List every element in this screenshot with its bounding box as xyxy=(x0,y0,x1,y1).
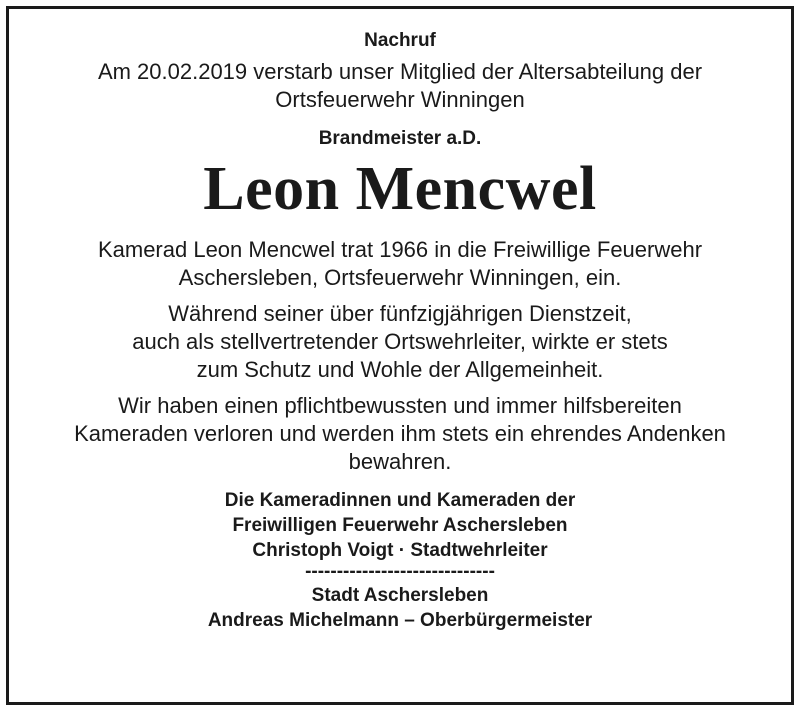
paragraph-line: auch als stellvertretender Ortswehrleiter, wirkte er stets xyxy=(132,329,668,354)
paragraph-membership xyxy=(6,236,794,292)
signature-divider: ------------------------------ xyxy=(305,561,495,582)
obituary-notice xyxy=(6,6,794,633)
deceased-rank: Brandmeister a.D. xyxy=(318,128,482,149)
paragraph-service xyxy=(6,300,794,384)
signature-line: Freiwilligen Feuerwehr Aschersleben xyxy=(232,515,568,536)
paragraph-line: Kameraden verloren und werden ihm stets ein ehrendes Andenken xyxy=(74,421,726,446)
paragraph-line: Kamerad Leon Mencwel trat 1966 in die Freiwillige Feuerwehr xyxy=(97,237,703,262)
signature-line: Die Kameradinnen und Kameraden der xyxy=(224,490,576,511)
signature-line: Christoph Voigt · Stadtwehrleiter xyxy=(252,540,548,561)
signature-line: Stadt Aschersleben xyxy=(311,585,489,606)
paragraph-line: Während seiner über fünfzigjährigen Dienstzeit, xyxy=(168,301,632,326)
intro-text xyxy=(6,58,794,114)
intro-line: Ortsfeuerwehr Winningen xyxy=(275,87,525,112)
paragraph-line: bewahren. xyxy=(348,449,452,474)
signature-fire-department xyxy=(6,488,794,563)
paragraph-line: Wir haben einen pflichtbewussten und immer hilfsbereiten xyxy=(118,393,682,418)
signature-line: Andreas Michelmann – Oberbürgermeister xyxy=(207,610,593,631)
paragraph-line: zum Schutz und Wohle der Allgemeinheit. xyxy=(196,357,604,382)
paragraph-remembrance xyxy=(6,392,794,476)
deceased-name: Leon Mencwel xyxy=(203,155,597,223)
intro-line: Am 20.02.2019 verstarb unser Mitglied der Altersabteilung der xyxy=(97,59,703,84)
signature-city xyxy=(6,583,794,633)
paragraph-line: Aschersleben, Ortsfeuerwehr Winningen, ein. xyxy=(178,265,622,290)
notice-heading: Nachruf xyxy=(364,30,436,51)
